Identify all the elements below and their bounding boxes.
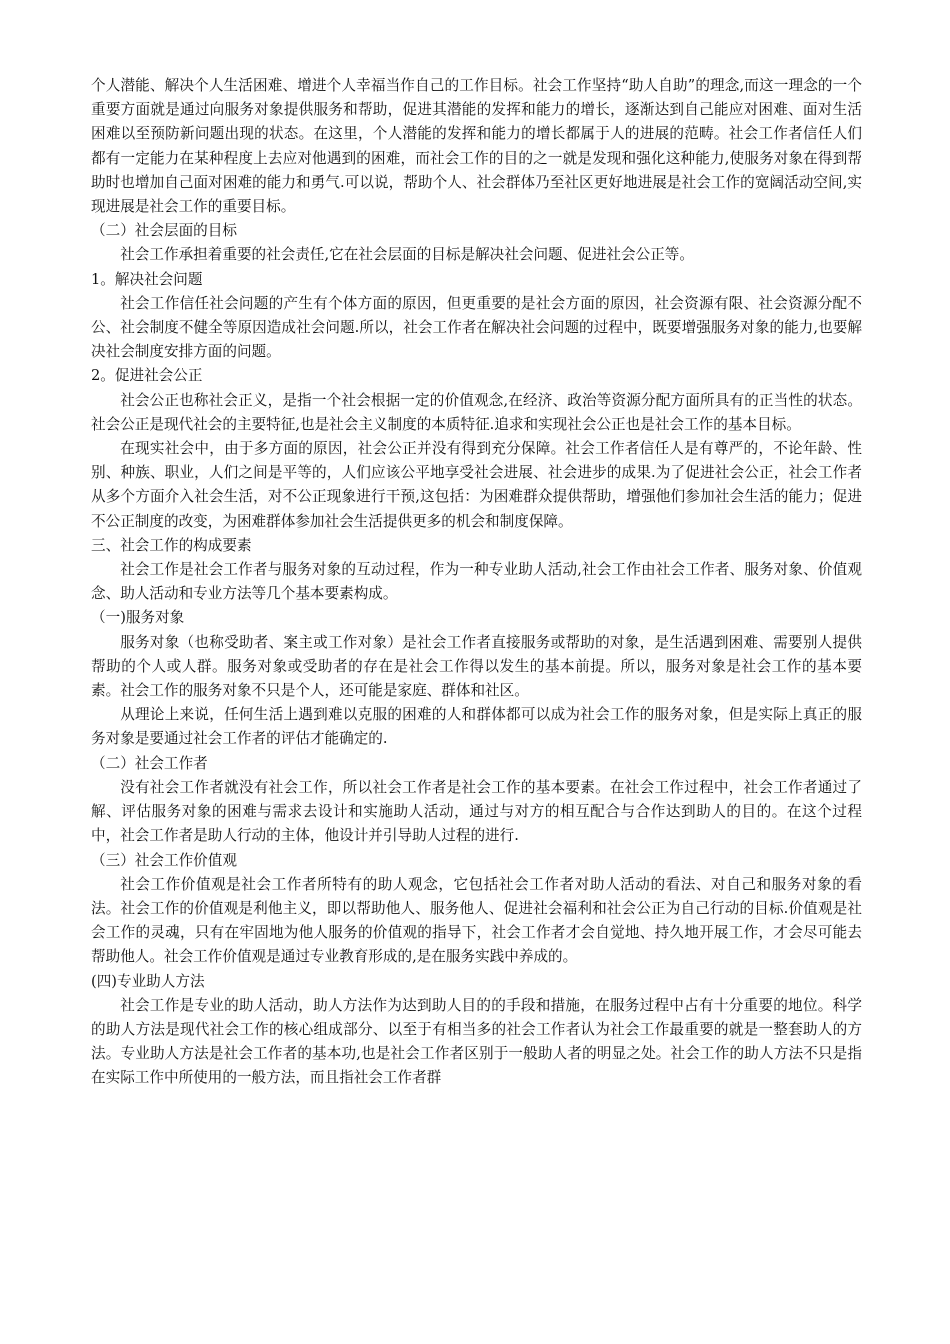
heading-components: 三、社会工作的构成要素	[91, 536, 252, 554]
heading-social-workers: （二）社会工作者	[91, 754, 208, 772]
paragraph: 社会工作是社会工作者与服务对象的互动过程，作为一种专业助人活动,社会工作由社会工作者、服务对象、价值观念、助人活动和专业方法等几个基本要素构成。	[91, 561, 862, 603]
paragraph: 从理论上来说，任何生活上遇到难以克服的困难的人和群体都可以成为社会工作的服务对象，但是实际上真正的服务对象是要通过社会工作者的评估才能确定的.	[91, 706, 862, 748]
paragraph: 服务对象（也称受助者、案主或工作对象）是社会工作者直接服务或帮助的对象，是生活遇到困难、需要别人提供帮助的个人或人群。服务对象或受助者的存在是社会工作得以发生的基本前提。所以，服务对象是社会工作的基本要素。社会工作的服务对象不只是个人，还可能是家庭、群体和社区。	[91, 633, 862, 700]
document-page	[91, 74, 862, 1091]
heading-values: （三）社会工作价值观	[91, 851, 237, 869]
heading-professional-methods: (四)专业助人方法	[91, 972, 205, 990]
paragraph: 社会工作信任社会问题的产生有个体方面的原因，但更重要的是社会方面的原因，社会资源有限、社会资源分配不公、社会制度不健全等原因造成社会问题.所以，社会工作者在解决社会问题的过程中，既要增强服务对象的能力,也要解决社会制度安排方面的问题。	[91, 294, 862, 361]
paragraph-intro: 个人潜能、解决个人生活困难、增进个人幸福当作自己的工作目标。社会工作坚持“助人自助”的理念,而这一理念的一个重要方面就是通过向服务对象提供服务和帮助，促进其潜能的发挥和能力的增长，逐渐达到自己能应对困难、面对生活困难以至预防新问题出现的状态。在这里，个人潜能的发挥和能力的增长都属于人的进展的范畴。社会工作者信任人们都有一定能力在某种程度上去应对他遇到的困难，而社会工作的目的之一就是发现和强化这种能力,使服务对象在得到帮助时也增加自己面对困难的能力和勇气.可以说，帮助个人、社会群体乃至社区更好地进展是社会工作的宽阔活动空间,实现进展是社会工作的重要目标。	[91, 77, 862, 216]
heading-solve-social-problems: 1。解决社会问题	[91, 270, 203, 288]
paragraph: 社会公正也称社会正义，是指一个社会根据一定的价值观念,在经济、政治等资源分配方面所具有的正当性的状态。社会公正是现代社会的主要特征,也是社会主义制度的本质特征.追求和实现社会公正也是社会工作的基本目标。	[91, 391, 862, 433]
heading-promote-social-justice: 2。促进社会公正	[91, 367, 203, 385]
paragraph: 社会工作是专业的助人活动，助人方法作为达到助人目的的手段和措施，在服务过程中占有十分重要的地位。科学的助人方法是现代社会工作的核心组成部分、以至于有相当多的社会工作者认为社会工作最重要的就是一整套助人的方法。专业助人方法是社会工作者的基本功,也是社会工作者区别于一般助人者的明显之处。社会工作的助人方法不只是指在实际工作中所使用的一般方法，而且指社会工作者群	[91, 996, 862, 1087]
paragraph: 没有社会工作者就没有社会工作，所以社会工作者是社会工作的基本要素。在社会工作过程中，社会工作者通过了解、评估服务对象的困难与需求去设计和实施助人活动，通过与对方的相互配合与合作达到助人的目的。在这个过程中，社会工作者是助人行动的主体，他设计并引导助人过程的进行.	[91, 778, 862, 845]
paragraph: 社会工作承担着重要的社会责任,它在社会层面的目标是解决社会问题、促进社会公正等。	[120, 246, 694, 264]
heading-service-recipients: （一)服务对象	[91, 609, 185, 627]
paragraph: 在现实社会中，由于多方面的原因，社会公正并没有得到充分保障。社会工作者信任人是有尊严的，不论年龄、性别、种族、职业，人们之间是平等的，人们应该公平地享受社会进展、社会进步的成果.为了促进社会公正，社会工作者从多个方面介入社会生活，对不公正现象进行干预,这包括：为困难群众提供帮助，增强他们参加社会生活的能力；促进不公正制度的改变，为困难群体参加社会生活提供更多的机会和制度保障。	[91, 440, 862, 530]
heading-social-level-goals: （二）社会层面的目标	[91, 222, 237, 240]
paragraph: 社会工作价值观是社会工作者所特有的助人观念，它包括社会工作者对助人活动的看法、对自己和服务对象的看法。社会工作的价值观是利他主义，即以帮助他人、服务他人、促进社会福利和社会公正为自己行动的目标.价值观是社会工作的灵魂，只有在牢固地为他人服务的价值观的指导下，社会工作者才会自觉地、持久地开展工作，才会尽可能去帮助他人。社会工作价值观是通过专业教育形成的,是在服务实践中养成的。	[91, 875, 862, 966]
